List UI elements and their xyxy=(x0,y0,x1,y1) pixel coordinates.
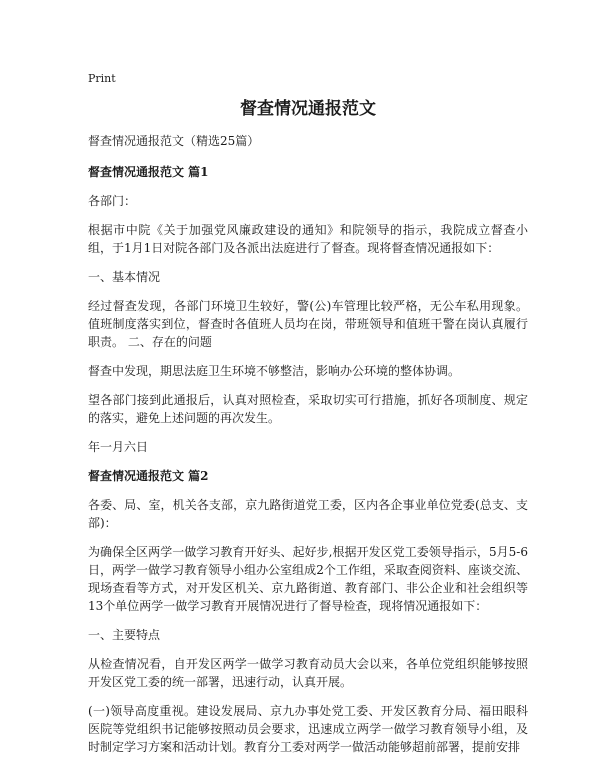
paragraph: 一、主要特点 xyxy=(88,628,161,642)
document-title: 督查情况通报范文 xyxy=(240,99,376,119)
paragraph: 从检查情况看，自开发区两学一做学习教育动员大会以来，各单位党组织能够按照开发区党工委的统一部署，迅速行动，认真开展。 xyxy=(88,657,528,689)
paragraph: 为确保全区两学一做学习教育开好头、起好步,根据开发区党工委领导指示，5月5-6日，两学一做学习教育领导小组办公室组成2个工作组，采取查阅资料、座谈交流、现场查看等方式，对开发区机关、京九路街道、教育部门、非公企业和社会组织等13个单位两学一做学习教育开展情况进行了督导检查，现将情况通报如下： xyxy=(88,545,528,613)
paragraph: 一、基本情况 xyxy=(88,270,161,284)
print-link[interactable]: Print xyxy=(88,72,116,85)
paragraph: 经过督查发现，各部门环境卫生较好，警(公)车管理比较严格，无公车私用现象。值班制度落实到位，督查时各值班人员均在岗，带班领导和值班干警在岗认真履行职责。 二、存在的问题 xyxy=(88,299,528,349)
document-body xyxy=(88,132,528,767)
section-heading: 督查情况通报范文 篇2 xyxy=(88,469,209,483)
paragraph: (一)领导高度重视。建设发展局、京九办事处党工委、开发区教育分局、福田眼科医院等党组织书记能够按照动员会要求，迅速成立两学一做学习教育领导小组，及时制定学习方案和活动计划。教育分工委对两学一做活动能够超前部署，提前安排 xyxy=(88,704,528,754)
paragraph: 年一月六日 xyxy=(88,440,149,454)
section-heading: 督查情况通报范文 篇1 xyxy=(88,165,209,179)
paragraph: 望各部门接到此通报后，认真对照检查，采取切实可行措施，抓好各项制度、规定的落实，避免上述问题的再次发生。 xyxy=(88,393,528,425)
paragraph: 各委、局、室，机关各支部，京九路街道党工委，区内各企事业单位党委(总支、支部)： xyxy=(88,498,528,530)
document-subtitle: 督查情况通报范文（精选25篇） xyxy=(88,134,260,148)
paragraph: 根据市中院《关于加强党风廉政建设的通知》和院领导的指示，我院成立督查小组，于1月1日对院各部门及各派出法庭进行了督查。现将督查情况通报如下： xyxy=(88,223,528,255)
paragraph: 各部门： xyxy=(88,194,137,208)
paragraph: 督查中发现，期思法庭卫生环境不够整洁，影响办公环境的整体协调。 xyxy=(88,364,461,378)
